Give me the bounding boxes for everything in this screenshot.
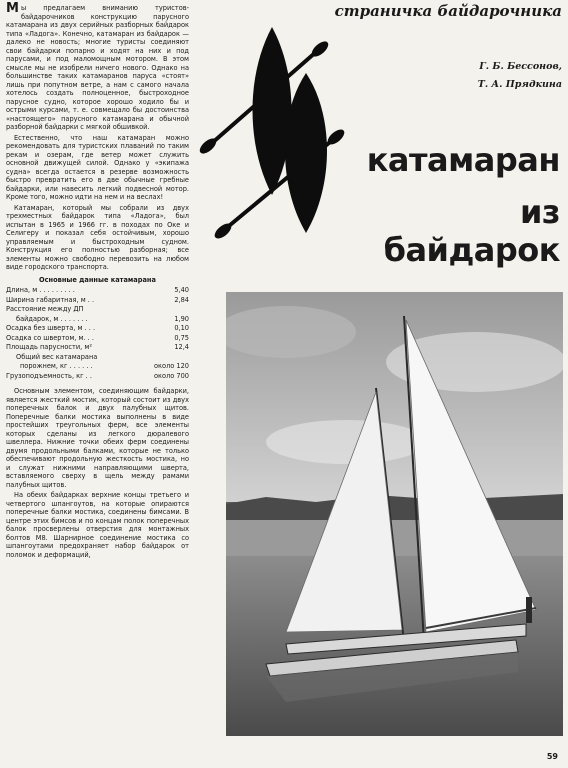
intro-paragraph: Мы предлагаем вниманию туристов-байдарочников конструкцию парусного катамарана из двух серийных разборных байдарок типа «Ладога». Конечно, катамаран из байдарок — далеко не новость; многие туристы соединяют свои байдарки попарно и ходят на них и под парусами, и под маломощным мотором. В этом смысле мы не изобрели ничего нового. Однако на большинстве таких катамаранов паруса «стоят» лишь при попутном ветре, а нам с самого начала хотелось создать полноценное, быстроходное парусное судно, которое хорошо ходило бы и острыми курсами, т. е. совмещало бы достоинства «настоящего» парусного катамарана и обычной разборной байдарки с мягкой обшивкой. (6, 1, 189, 131)
paragraph: Естественно, что наш катамаран можно рекомендовать для туристских плаваний по таким рекам и озерам, где ветер может служить основной движущей силой. Однако у «экипажа судна» всегда остается в резерве возможность быстро превратить его в две обычные гребные байдарки, или навесить легкий подвесной мотор. Кроме того, можно идти на нем и на веслах! (6, 133, 189, 201)
specs-title: Основные данные катамарана (39, 275, 156, 284)
specs-row: Осадка со швертом, м. . . 0,75 (6, 333, 189, 342)
author-name: Г. Б. Бессонов, (479, 61, 562, 72)
article-title-line: катамаран (366, 141, 560, 179)
specs-row: байдарок, м . . . . . . . 1,90 (16, 314, 189, 323)
specs-row: Осадка без шверта, м . . . 0,10 (6, 324, 189, 332)
specs-row: Ширина габаритная, м . . 2,84 (6, 295, 189, 304)
specs-row: Площадь парусности, м² 12,4 (6, 343, 189, 351)
drop-cap: М (6, 1, 19, 16)
paragraph: На обеих байдарках верхние концы третьего и четвертого шпангоутов, на которые опираются поперечные балки мостика, соединены бимсами. В центре этих бимсов и по концам полок поперечных балок просверлены отверстия для монтажных болтов М8. Шарнирное соединение мостика со шпангоутами предохраняет набор байдарок от поломок и деформаций, (6, 491, 189, 559)
specs-row: Расстояние между ДП (6, 305, 84, 313)
specs-table (6, 286, 189, 381)
article-text-column (6, 1, 189, 561)
paragraph: Основным элементом, соединяющим байдарки, является жесткий мостик, который состоит из двух поперечных балок и двух палубных щитов. Поперечные балки мостика выполнены в виде простейших треугольных ферм, все элементы которых сделаны из легкого дюралевого швеллера. Нижние точки обеих ферм соединены двумя продольными балками, которые не только обеспечивают продольную жесткость мостика, но и служат нижними направляющими шверта, вставляемого сверху в щель между рамами палубных щитов. (6, 387, 189, 489)
specs-row: порожнем, кг . . . . . . около 120 (20, 362, 189, 370)
author-name: Т. А. Прядкина (477, 79, 562, 90)
paragraph: Катамаран, который мы собрали из двух трехместных байдарок типа «Ладога», был испытан в 1965 и 1966 гг. в походах по Оке и Селигеру и показал себя остойчивым, хорошо управляемым и быстроходным судном. Конструкция его полностью разборная; все элементы можно свободно перевозить на любом виде городского транспорта. (6, 203, 189, 271)
page-number: 59 (546, 752, 558, 761)
article-title-line: из (519, 193, 560, 231)
specs-row: Длина, м . . . . . . . . . 5,40 (6, 286, 189, 294)
specs-row: Общий вес катамарана (16, 352, 98, 361)
section-rubric: страничка байдарочника (334, 2, 562, 20)
catamaran-photo (226, 292, 563, 736)
article-title-line: байдарок (383, 231, 560, 269)
specs-row: Грузоподъемность, кг . . около 700 (6, 371, 189, 380)
